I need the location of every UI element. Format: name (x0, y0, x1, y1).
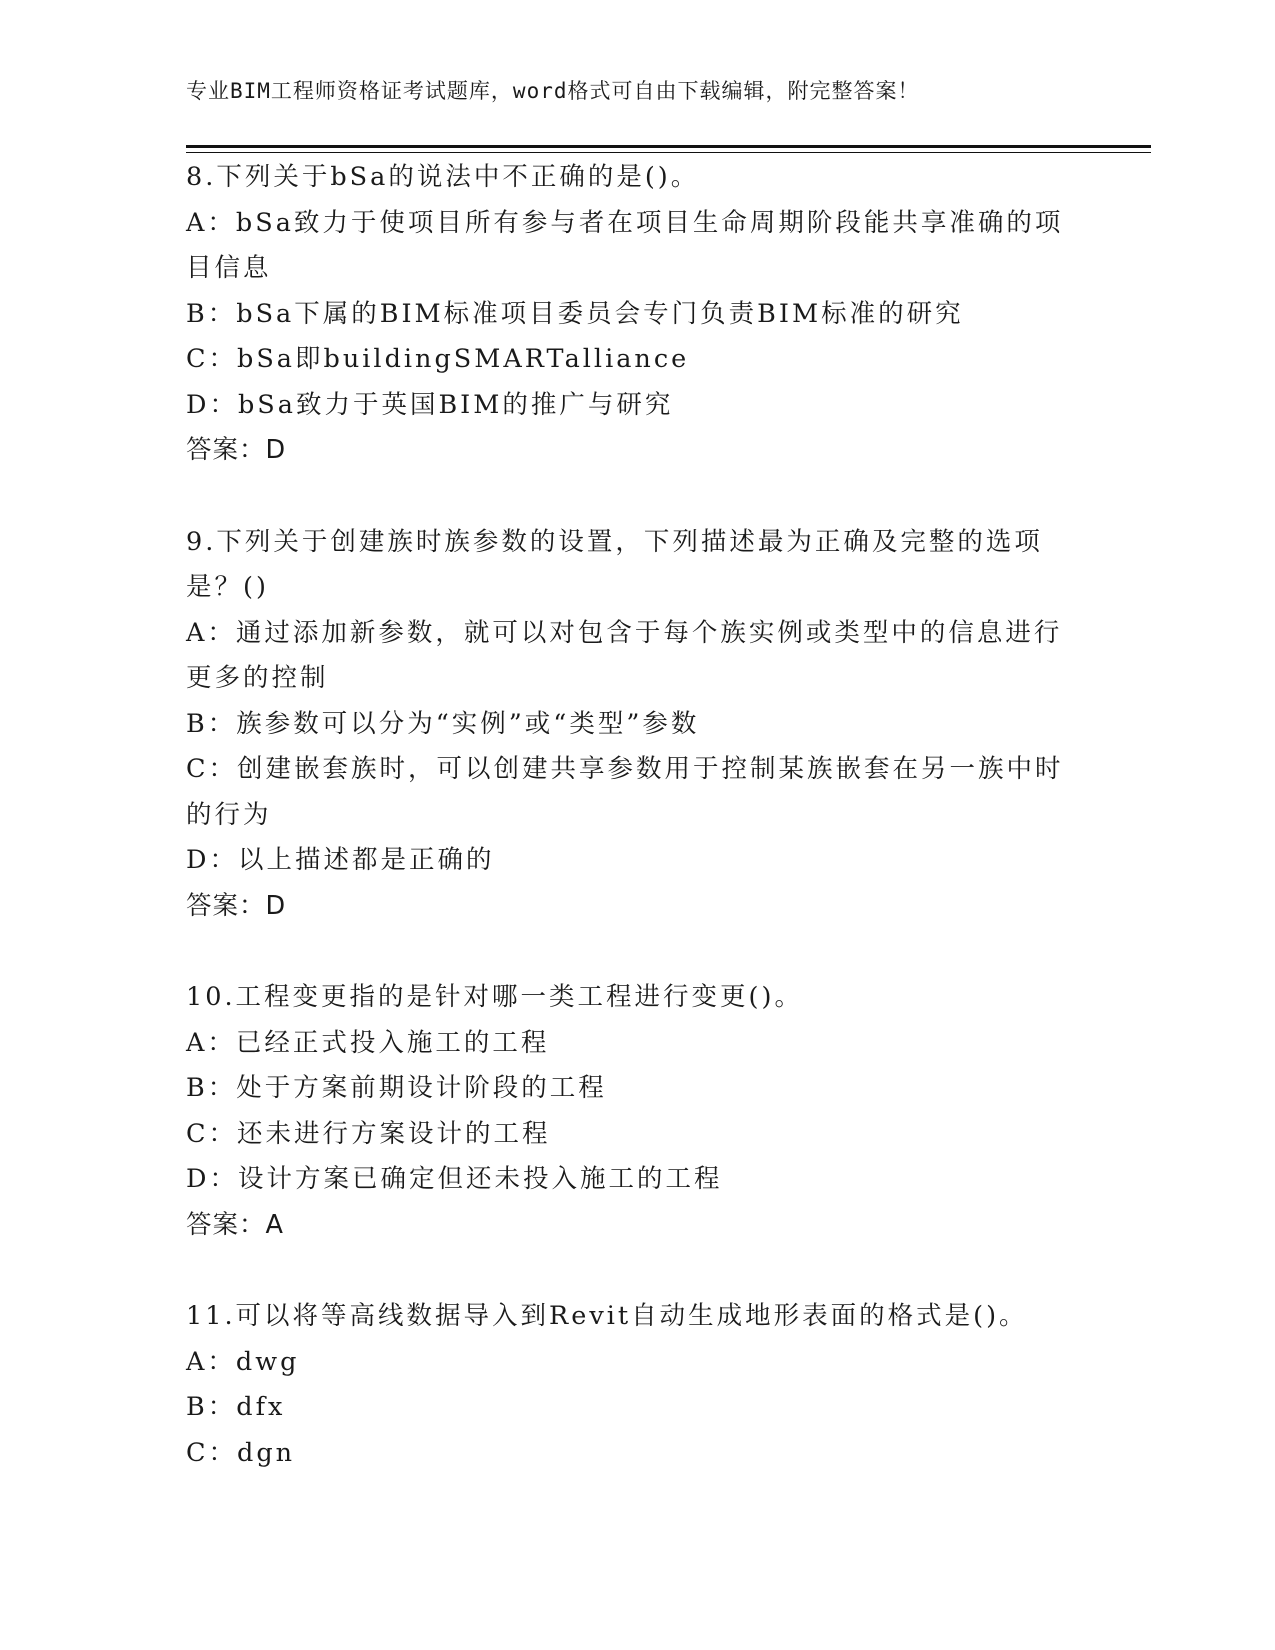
question-line: 8.下列关于bSa的说法中不正确的是()。 (186, 162, 700, 192)
option-line: C：bSa即buildingSMARTalliance (186, 344, 690, 374)
option-line: C：创建嵌套族时，可以创建共享参数用于控制某族嵌套在另一族中时 (186, 754, 1064, 784)
question-line: 10.工程变更指的是针对哪一类工程进行变更()。 (186, 982, 803, 1012)
question-list (186, 155, 1086, 1522)
option-line: A：dwg (186, 1346, 300, 1377)
answer-line: 答案：D (186, 435, 287, 465)
header-rule-thin (186, 152, 1151, 153)
option-line: D：bSa致力于英国BIM的推广与研究 (186, 389, 674, 420)
option-line: D：设计方案已确定但还未投入施工的工程 (186, 1164, 723, 1194)
question-11 (186, 1294, 1086, 1476)
option-line: B：族参数可以分为“实例”或“类型”参数 (186, 708, 700, 739)
header-rule-thick (186, 145, 1151, 148)
question-10 (186, 975, 1086, 1248)
option-line: B：bSa下属的BIM标准项目委员会专门负责BIM标准的研究 (186, 298, 964, 329)
option-line: A：bSa致力于使项目所有参与者在项目生命周期阶段能共享准确的项 (186, 207, 1064, 238)
option-line: D：以上描述都是正确的 (186, 845, 495, 875)
question-line: 9.下列关于创建族时族参数的设置，下列描述最为正确及完整的选项 (186, 526, 1043, 557)
option-line: C：还未进行方案设计的工程 (186, 1118, 551, 1149)
question-line: 11.可以将等高线数据导入到Revit自动生成地形表面的格式是()。 (186, 1301, 1028, 1331)
page-header: 专业BIM工程师资格证考试题库，word格式可自由下载编辑，附完整答案！ (186, 79, 920, 103)
option-line: B：处于方案前期设计阶段的工程 (186, 1073, 607, 1103)
option-line: B：dfx (186, 1392, 286, 1422)
option-line: C：dgn (186, 1437, 296, 1468)
answer-line: 答案：A (186, 1209, 284, 1240)
option-line: A：通过添加新参数，就可以对包含于每个族实例或类型中的信息进行 (186, 617, 1063, 648)
answer-line: 答案：D (186, 890, 287, 921)
question-9 (186, 520, 1086, 930)
option-line: 目信息 (186, 253, 272, 283)
question-line: 是？() (186, 572, 269, 602)
question-8 (186, 155, 1086, 474)
option-line: 更多的控制 (186, 663, 329, 693)
option-line: 的行为 (186, 799, 272, 830)
option-line: A：已经正式投入施工的工程 (186, 1027, 550, 1058)
